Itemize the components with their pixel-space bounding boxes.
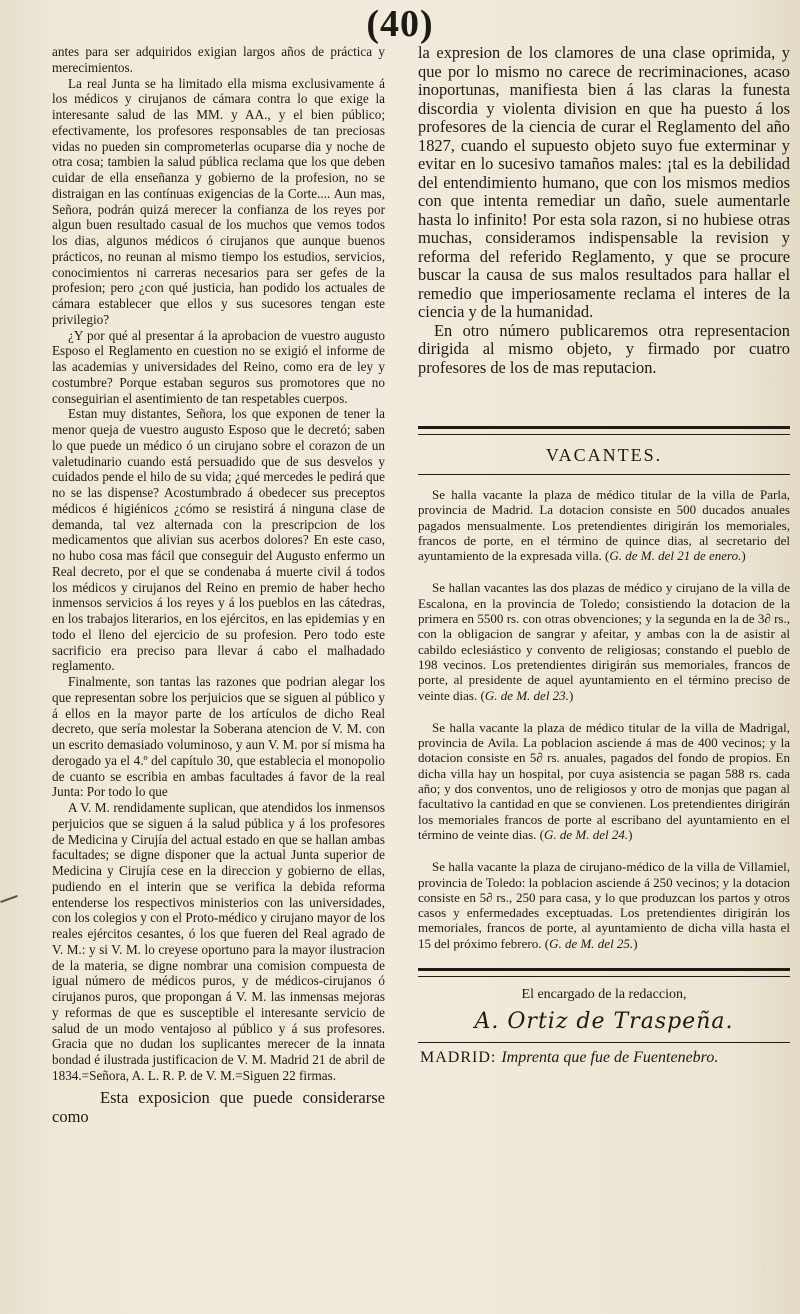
notice-villamiel: Se halla vacante la plaza de cirujano-médico de la villa de Villamiel, provincia de Toledo: la poblacion asciende á 250 vecinos; y la dotacion consiste en 5∂ rs., 250 para casa, y lo que produzcan los partos y otros casos y enfermedades exceptuadas. Los pretendientes dirigirán los memoriales, francos de porte, al ayuntamiento de dicha villa hasta el 15 del próximo febrero. (G. de M. del 25.) xyxy=(418,859,790,951)
section-title: VACANTES. xyxy=(545,445,663,465)
notice-escalona: Se hallan vacantes las dos plazas de médico y cirujano de la villa de Escalona, en la provincia de Toledo; consistiendo la dotacion de la primera en 5500 rs. con otras obvenciones; y la segunda en la de 3∂ rs., con la obligacion de sangrar y afeitar, y ambas con la de asistir al cabildo eclesiástico y convento de religiosas; constando el pueblo de 198 vecinos. Los pretendientes dirigirán sus memoriales, francos de porte, al presidente de aquel ayuntamiento en el término preciso de veinte dias. (G. de M. del 23.) xyxy=(418,580,790,703)
margin-mark xyxy=(0,895,18,903)
paragraph: la expresion de los clamores de una clase oprimida, y que por lo mismo no carece de recriminaciones, acaso inoportunas, manifiesta bien á las claras la funesta discordia y violenta division en que ha puesto á los profesores de la ciencia de curar el Reglamento del año 1827, cuando el supuesto objeto suyo fue exterminar y evitar en lo sucesivo tamaños males: ¡tal es la debilidad del entendimiento humano, que con los mismos medios con que intenta remediar un daño, suele aumentarle hasta lo infinito! Por esta sola razon, si no hubiese otras muchas, consideramos indispensable la revision y reforma del referido Reglamento, y que se procure buscar la causa de sus malos resultados para hallar el remedio que imperiosamente reclama el interes de la ciencia y de la humanidad. xyxy=(418,43,790,321)
double-rule xyxy=(418,968,790,977)
vacantes-section xyxy=(418,426,790,1067)
editor-signature: A. Ortiz de Traspeña. xyxy=(474,1009,734,1035)
notice-source: G. de M. del 21 de enero. xyxy=(609,548,742,564)
notice-text: Se halla vacante la plaza de cirujano-médico de la villa de Villamiel, provincia de Toledo: la poblacion asciende á 250 vecinos; y la dotacion consiste en 5∂ rs., 250 para casa, y lo que produzcan los partos y otros casos y enfermedades exceptuadas. Los pretendientes dirigirán los memoriales, francos de porte, al ayuntamiento de dicha villa hasta el 15 del próximo febrero. xyxy=(418,859,790,951)
thin-rule xyxy=(418,1042,790,1043)
notice-text: Se hallan vacantes las dos plazas de médico y cirujano de la villa de Escalona, en la provincia de Toledo; consistiendo la dotacion de la primera en 5500 rs. con otras obvenciones; y la segunda en la de 3∂ rs., con la obligacion de sangrar y afeitar, y ambas con la de asistir al cabildo eclesiástico y convento de religiosas; constando el pueblo de 198 vecinos. Los pretendientes dirigirán sus memoriales, francos de porte, al presidente de aquel ayuntamiento en el término preciso de veinte dias. xyxy=(418,580,790,703)
notice-madrigal: Se halla vacante la plaza de médico titular de la villa de Madrigal, provincia de Avila. La poblacion asciende á mas de 400 vecinos; y la dotacion consiste en 5∂ rs. anuales, pagados del fondo de propios. En dicha villa hay un hospital, por cuya asistencia se pagan 588 rs. cada año; y dos conventos, uno de religiosos y otro de monjas que pagan al facultativo la cantidad en que se convienen. Los pretendientes dirigirán los memoriales francos de porte al escribano del ayuntamiento en el término de veinte dias. (G. de M. del 24.) xyxy=(418,719,790,842)
notice-text: Se halla vacante la plaza de médico titular de la villa de Parla, provincia de Madrid. La dotacion consiste en 500 ducados anuales pagados mensualmente. Los pretendientes dirigirán los memoriales, francos de porte, en el término de quince dias, al secretario del ayuntamiento de la expresada villa. xyxy=(418,487,790,564)
paragraph: Estan muy distantes, Señora, los que exponen de tener la menor queja de vuestro augusto Esposo que le decretó; saben lo que puede un médico ó un cirujano sobre el corazon de un valetudinario cuando está persuadido que de sus desvelos y cuidados pende el hilo de su vida; ¿qué mercedes le pedirá que no se las dispense? Acostumbrado á obedecer sus preceptos médicos é higiénicos ¿cómo se resistirá á ninguna clase de demanda, tal vez alternada con la prescripcion de los medicamentos que alivian sus acerbos dolores? En este caso, no hubo cosa mas fácil que conseguir del Augusto enfermo un Real decreto, por el que se condenaba á muerte civil á todos los médicos y cirujanos del Reino en premio de haber hecho inmensos servicios á los reyes y á los pueblos en las cátedras, en los trabajos literarios, en los ejércitos, en las epidemias y en todo el lleno del ejercicio de su profesion. Pero todo este sacrificio era preciso para llevar á cabo el malhadado reglamento. xyxy=(52,406,385,674)
imprint-press: Imprenta que fue de Fuentenebro. xyxy=(501,1049,719,1067)
editor-line: El encargado de la redaccion, xyxy=(521,987,687,1003)
notice-source: G. de M. del 24. xyxy=(544,826,629,842)
paragraph: En otro número publicaremos otra representacion dirigida al mismo objeto, y firmado por cuatro profesores de los de mas reputacion. xyxy=(418,320,790,377)
notice-source: G. de M. del 23. xyxy=(484,687,569,703)
paragraph: ¿Y por qué al presentar á la aprobacion de vuestro augusto Esposo el Reglamento en cuestion no se exigió el informe de las academias y universidades del Reino, como era de ley y costumbre? Porque estaban seguros sus promotores que no conseguirian el asentimiento de tan respetables cuerpos. xyxy=(52,327,385,406)
double-rule xyxy=(418,426,790,435)
paragraph: Esta exposicion que puede considerarse como xyxy=(52,1087,385,1126)
paragraph: La real Junta se ha limitado ella misma exclusivamente á los médicos y cirujanos de cámara contra lo que exige la interesante salud de las MM. y AA., y el bien público; efectivamente, los profesores responsables de tan preciosas vidas no pueden sin comprometerlas ocuparse dia y noche de otra cosa; tambien la salud pública reclama que los que deben cuidar de ella enseñanza y gobierno de la profesion, no se distraigan en las contínuas exigencias de la Corte.... Aun mas, Señora, podrán quizá merecer la confianza de los reyes por algun buen resultado casual de los muchos que vemos todos los dias, algunos médicos ó cirujanos que aunque buenos prácticos, no reunan al mismo tiempo los estudios, servicios, conocimientos ni carreras necesarios para ser gefes de la profesion; pero ¿con qué justicia, han podido los actuales de cámara establecer que ellos y sus sucesores tengan este privilegio? xyxy=(52,75,385,327)
imprint-city: MADRID: xyxy=(420,1049,497,1067)
right-column xyxy=(418,44,790,377)
thin-rule xyxy=(418,474,790,475)
imprint xyxy=(418,1049,790,1067)
page-number: (40) xyxy=(366,3,434,45)
paragraph: antes para ser adquiridos exigian largos años de práctica y merecimientos. xyxy=(52,44,385,75)
left-column xyxy=(52,44,385,1126)
paragraph: Finalmente, son tantas las razones que podrian alegar los que representan sobre los perjuicios que se siguen al público y á ellos en la mayor parte de los artículos de dicho Real decreto, que sería molestar la Soberana atencion de V. M. con un escrito demasiado voluminoso, y aun V. M. por sí misma ha derogado ya el 4.º del capítulo 30, que establecia el monopolio de cuanto se escribia en ambas facultades á favor de la real Junta: Por todo lo que xyxy=(52,674,385,800)
notice-text: Se halla vacante la plaza de médico titular de la villa de Madrigal, provincia de Avila. La poblacion asciende á mas de 400 vecinos; y la dotacion consiste en 5∂ rs. anuales, pagados del fondo de propios. En dicha villa hay un hospital, por cuya asistencia se pagan 588 rs. cada año; y dos conventos, uno de religiosos y otro de monjas que pagan al facultativo la cantidad en que se convienen. Los pretendientes dirigirán los memoriales francos de porte al escribano del ayuntamiento en el término de veinte dias. xyxy=(418,719,790,842)
paragraph: A V. M. rendidamente suplican, que atendidos los inmensos perjuicios que se siguen á la salud pública y á los profesores de Medicina y Cirujía del actual estado en que se hallan ambas facultades; se digne disponer que la actual Junta superior de Medicina y Cirujía cese en la direccion y gobierno de ellas, pudiendo en el interin que se verifica la debida reforma entenderse los respectivos ministerios con las universidades, con los colegios y con el Proto-médico y cirujano mayor de los reales ejércitos cesantes, ó los que fueren del Real agrado de V. M.: y si V. M. lo creyese oportuno para la mayor ilustracion de la materia, se digne nombrar una comision compuesta de igual número de médicos puros, y de médicos-cirujanos ó cirujanos puros, que propongan á V. M. las inmensas mejoras y reformas de que es susceptible el interesante servicio de salud de un modo ventajoso al público y á sus profesores. Gracia que no dudan los suplicantes merecer de la innata bondad é ilustrada justificacion de V. M. Madrid 21 de abril de 1834.=Señora, A. L. R. P. de V. M.=Siguen 22 firmas. xyxy=(52,800,385,1083)
notice-parla: Se halla vacante la plaza de médico titular de la villa de Parla, provincia de Madrid. La dotacion consiste en 500 ducados anuales pagados mensualmente. Los pretendientes dirigirán los memoriales, francos de porte, en el término de quince dias, al secretario del ayuntamiento de la expresada villa. (G. de M. del 21 de enero.) xyxy=(418,487,790,564)
notice-source: G. de M. del 25. xyxy=(549,935,634,951)
